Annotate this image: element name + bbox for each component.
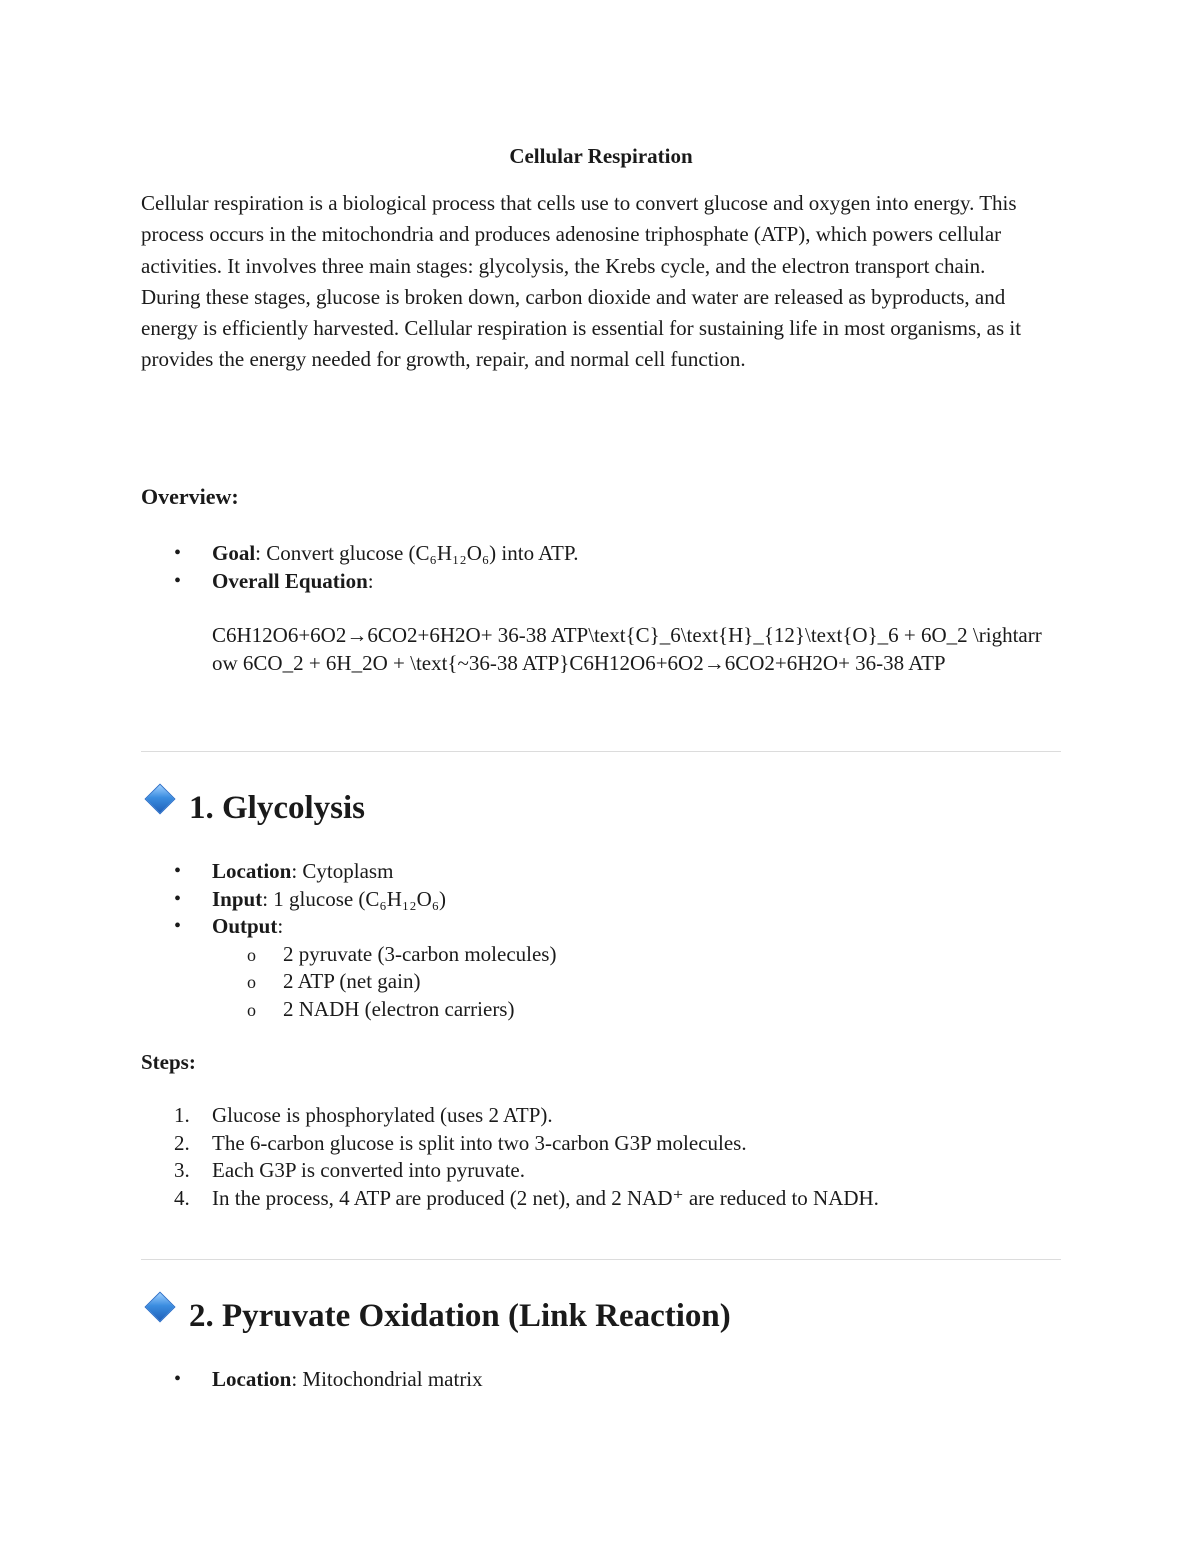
input-text: : 1 glucose (C₆H₁₂O₆) bbox=[262, 886, 447, 911]
sub-list-item: o 2 ATP (net gain) bbox=[212, 968, 1061, 996]
step-item bbox=[141, 1130, 1061, 1158]
step-text: Each G3P is converted into pyruvate. bbox=[212, 1158, 525, 1182]
list-item-input bbox=[141, 886, 1061, 914]
location-label: Location bbox=[212, 1367, 292, 1391]
section-divider bbox=[141, 1259, 1061, 1260]
pyruvate-list bbox=[141, 1366, 1061, 1394]
list-item-goal bbox=[141, 540, 1061, 568]
step-text: Glucose is phosphorylated (uses 2 ATP). bbox=[212, 1103, 553, 1127]
section-divider bbox=[141, 751, 1061, 752]
input-label: Input bbox=[212, 886, 263, 911]
step-text: In the process, 4 ATP are produced (2 net), and 2 NAD⁺ are reduced to NADH. bbox=[212, 1185, 879, 1210]
steps-heading: Steps: bbox=[141, 1050, 196, 1074]
location-text: : Mitochondrial matrix bbox=[291, 1367, 483, 1391]
glycolysis-list bbox=[141, 858, 1061, 1023]
step-item bbox=[141, 1102, 1061, 1130]
blue-diamond-icon bbox=[144, 1291, 175, 1322]
sub-list-item: o 2 NADH (electron carriers) bbox=[212, 996, 1061, 1024]
step-item bbox=[141, 1185, 1061, 1213]
output-colon: : bbox=[277, 914, 284, 938]
equation-colon: : bbox=[367, 568, 374, 593]
steps-list bbox=[141, 1102, 1061, 1212]
pyruvate-heading-text: 2. Pyruvate Oxidation (Link Reaction) bbox=[189, 1298, 731, 1334]
step-number: 1. bbox=[174, 1103, 190, 1127]
list-item-location bbox=[141, 1366, 1061, 1394]
step-number: 4. bbox=[174, 1185, 190, 1210]
step-number: 3. bbox=[174, 1158, 190, 1182]
list-item-equation bbox=[141, 568, 1061, 596]
document-title: Cellular Respiration bbox=[509, 144, 693, 168]
glycolysis-heading bbox=[141, 788, 365, 828]
blue-diamond-icon bbox=[144, 783, 175, 814]
goal-label: Goal bbox=[212, 541, 256, 565]
list-item-location bbox=[141, 858, 1061, 886]
output-label: Output bbox=[212, 914, 278, 938]
step-text: The 6-carbon glucose is split into two 3-carbon G3P molecules. bbox=[212, 1130, 747, 1155]
step-item bbox=[141, 1157, 1061, 1185]
overview-list bbox=[141, 540, 1061, 595]
pyruvate-heading bbox=[141, 1296, 731, 1336]
sub-list-item: o 2 pyruvate (3-carbon molecules) bbox=[212, 941, 1061, 969]
location-label: Location bbox=[212, 859, 292, 883]
overview-heading: Overview: bbox=[141, 484, 239, 509]
output-sublist bbox=[212, 941, 1061, 1024]
glycolysis-heading-text: 1. Glycolysis bbox=[189, 790, 366, 826]
overall-equation: C6H12O6+6O2→6CO2+6H2O+ 36-38 ATP\text{C}_6\text{H}_{12}\text{O}_6 + 6O_2 \rightarrow 6CO_2 + 6H_2O + \text{~36-38 ATP}C6H12O6+6O2→6CO2+6H2O+ 36-38 ATP bbox=[212, 623, 1042, 675]
intro-paragraph: Cellular respiration is a biological process that cells use to convert glucose and oxygen into energy. This process occurs in the mitochondria and produces adenosine triphosphate (ATP), which powers cellular activities. It involves three main stages: glycolysis, the Krebs cycle, and the electron transport chain. During these stages, glucose is broken down, carbon dioxide and water are released as byproducts, and energy is efficiently harvested. Cellular respiration is essential for sustaining life in most organisms, as it provides the energy needed for growth, repair, and normal cell function. bbox=[141, 191, 1022, 372]
step-number: 2. bbox=[174, 1130, 190, 1155]
goal-text: : Convert glucose (C₆H₁₂O₆) into ATP. bbox=[255, 541, 579, 565]
location-text: : Cytoplasm bbox=[291, 859, 394, 883]
equation-label: Overall Equation bbox=[212, 568, 368, 593]
list-item-output bbox=[141, 913, 1061, 1023]
